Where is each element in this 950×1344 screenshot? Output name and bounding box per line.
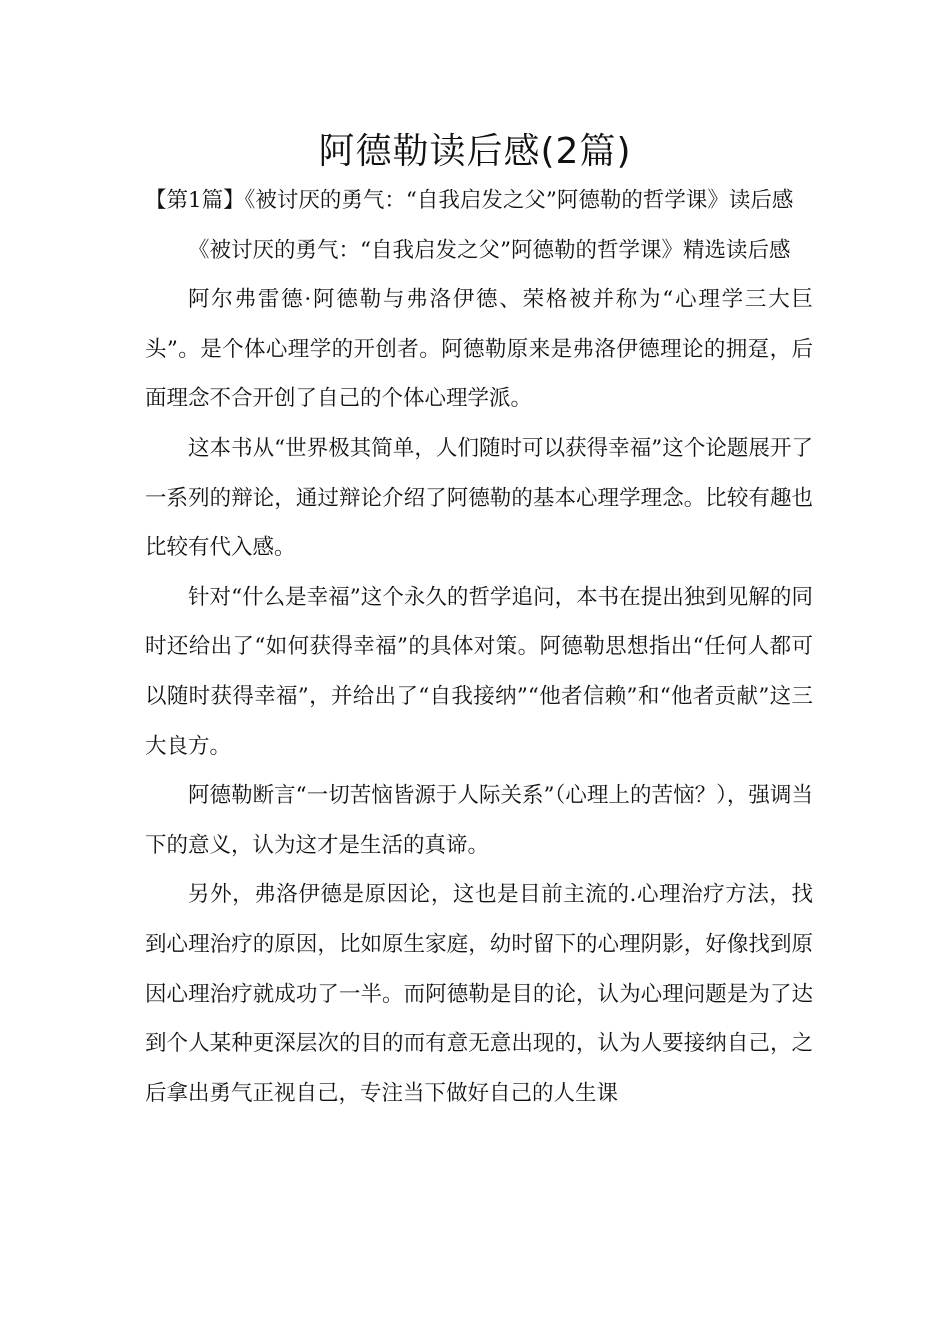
paragraph: 另外，弗洛伊德是原因论，这也是目前主流的.心理治疗方法，找到心理治疗的原因，比如原生家庭，幼时留下的心理阴影，好像找到原因心理治疗就成功了一半。而阿德勒是目的论，认为心理问题是为了达到个人某种更深层次的目的而有意无意出现的，认为人要接纳自己，之后拿出勇气正视自己，专注当下做好自己的人生课	[145, 882, 813, 1106]
paragraph: 阿德勒断言“一切苦恼皆源于人际关系”（心理上的苦恼？），强调当下的意义，认为这才是生活的真谛。	[145, 783, 813, 858]
paragraph: 《被讨厌的勇气：“自我启发之父”阿德勒的哲学课》精选读后感	[188, 237, 791, 263]
document-body	[145, 176, 813, 1118]
section-heading: 【第1篇】《被讨厌的勇气：“自我启发之父”阿德勒的哲学课》读后感	[145, 188, 794, 213]
paragraph: 阿尔弗雷德·阿德勒与弗洛伊德、荣格被并称为“心理学三大巨头”。是个体心理学的开创者。阿德勒原来是弗洛伊德理论的拥趸，后面理念不合开创了自己的个体心理学派。	[145, 287, 813, 412]
document-title: 阿德勒读后感(2篇)	[318, 131, 632, 172]
paragraph: 这本书从“世界极其简单，人们随时可以获得幸福”这个论题展开了一系列的辩论，通过辩论介绍了阿德勒的基本心理学理念。比较有趣也比较有代入感。	[145, 435, 813, 561]
paragraph: 针对“什么是幸福”这个永久的哲学追问，本书在提出独到见解的同时还给出了“如何获得幸福”的具体对策。阿德勒思想指出“任何人都可以随时获得幸福”，并给出了“自我接纳”“他者信赖”和“他者贡献”这三大良方。	[145, 584, 813, 759]
